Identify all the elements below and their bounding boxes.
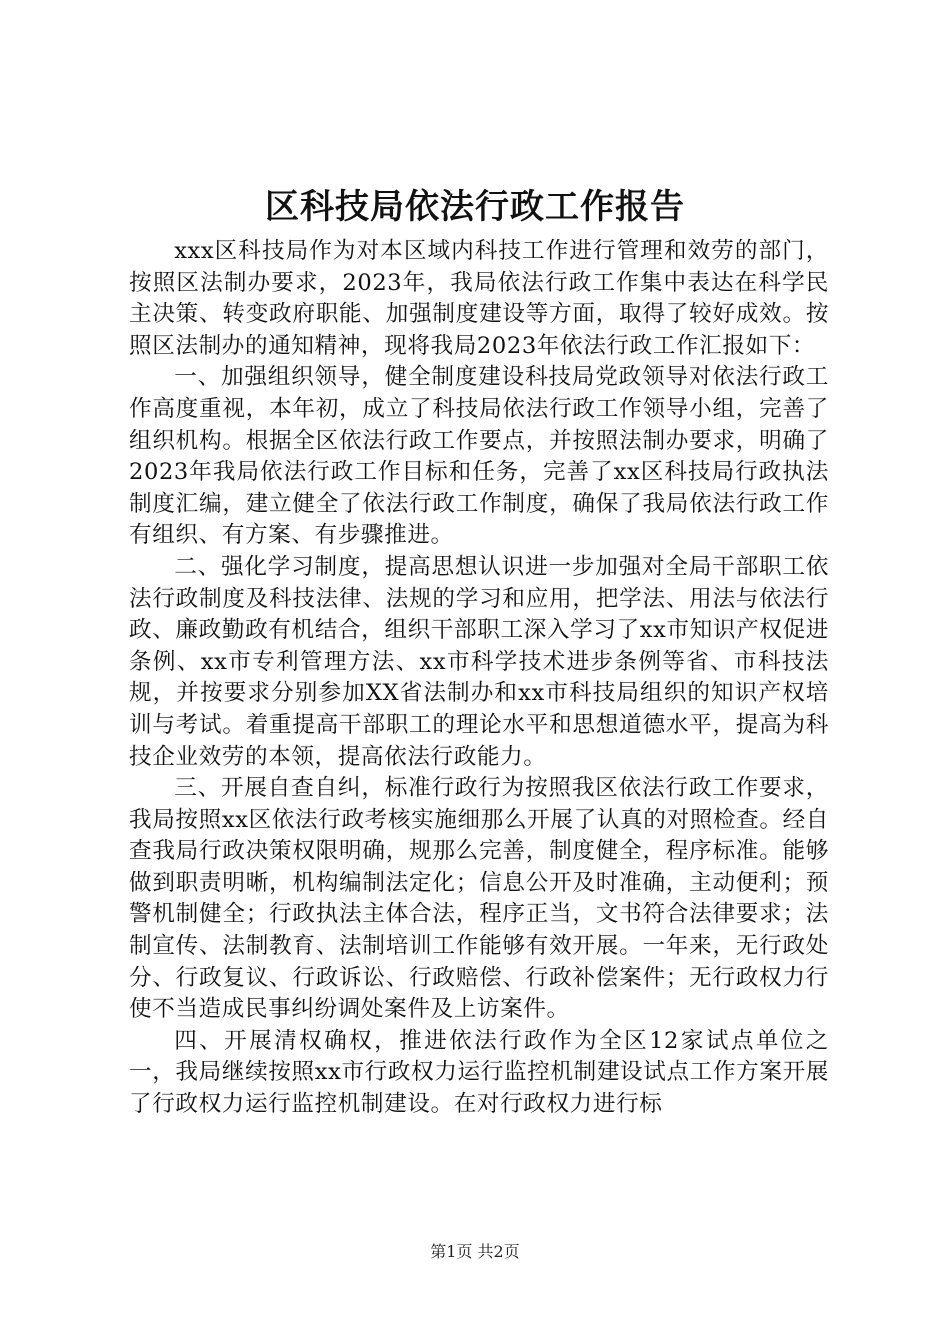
paragraph-section-4: 四、开展清权确权，推进依法行政作为全区12家试点单位之一，我局继续按照xx市行政权力运行监控机制建设试点工作方案开展了行政权力运行监控机制建设。在对行政权力进行标 [129, 1027, 829, 1118]
paragraph-section-3: 三、开展自查自纠，标准行政行为按照我区依法行政工作要求，我局按照xx区依法行政考核实施细那么开展了认真的对照检查。经自查我局行政决策权限明确，规那么完善，制度健全，程序标准。能够做到职责明晰，机构编制法定化；信息公开及时准确，主动便利；预警机制健全；行政执法主体合法，程序正当，文书符合法律要求；法制宣传、法制教育、法制培训工作能够有效开展。一年来，无行政处分、行政复议、行政诉讼、行政赔偿、行政补偿案件；无行政权力行使不当造成民事纠纷调处案件及上访案件。 [129, 775, 829, 1023]
document-title: 区科技局依法行政工作报告 [265, 187, 685, 227]
paragraph-section-1: 一、加强组织领导，健全制度建设科技局党政领导对依法行政工作高度重视，本年初，成立了科技局依法行政工作领导小组，完善了组织机构。根据全区依法行政工作要点，并按照法制办要求，明确了2023年我局依法行政工作目标和任务，完善了xx区科技局行政执法制度汇编，建立健全了依法行政工作制度，确保了我局依法行政工作有组织、有方案、有步骤推进。 [129, 364, 829, 549]
page-footer: 第1页 共2页 [430, 1242, 520, 1261]
paragraph-section-2: 二、强化学习制度，提高思想认识进一步加强对全局干部职工依法行政制度及科技法律、法规的学习和应用，把学法、用法与依法行政、廉政勤政有机结合，组织干部职工深入学习了xx市知识产权促进条例、xx市专利管理方法、xx市科学技术进步条例等省、市科技法规，并按要求分别参加XX省法制办和xx市科技局组织的知识产权培训与考试。着重提高干部职工的理论水平和思想道德水平，提高为科技企业效劳的本领，提高依法行政能力。 [129, 553, 829, 770]
document-body [129, 236, 829, 1121]
paragraph-intro: xxx区科技局作为对本区域内科技工作进行管理和效劳的部门，按照区法制办要求，2023年，我局依法行政工作集中表达在科学民主决策、转变政府职能、加强制度建设等方面，取得了较好成效。按照区法制办的通知精神，现将我局2023年依法行政工作汇报如下： [129, 238, 829, 359]
